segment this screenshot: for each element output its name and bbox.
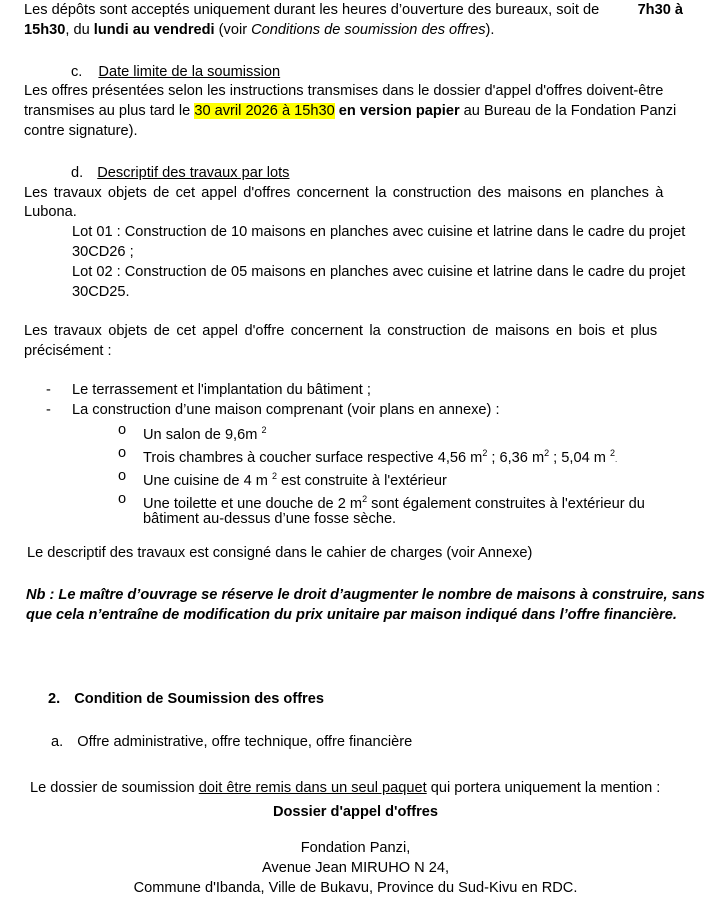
section-c-line-2: transmises au plus tard le 30 avril 2026 à 15h30 en version papier au Bureau de la Fondation Panzi [24,103,677,119]
sub-item-bedrooms: Trois chambres à coucher surface respective 4,56 $m^2$ ; 6,36 $m^2$ ; 5,04 m $^2$. [143,448,618,466]
dash-bullet-2: - [46,402,51,418]
sub-item-living-room: Un salon de 9,6m $^2$ [143,425,267,443]
circle-bullet-2: o [118,445,127,461]
section-c-line-1: Les offres présentées selon les instructions transmises dans le dossier d'appel d'offres doivent-être [24,83,664,99]
section-c-line-3: contre signature). [24,123,138,139]
sub-item-kitchen: Une cuisine de 4 m $^2$ est construite à l'extérieur [143,471,447,489]
works-description-line-1: Les travaux objets de cet appel d'offre concernent la construction de maisons en bois et plus [24,323,658,339]
section-d-line-2: Lubona. [24,204,77,220]
circle-bullet-1: o [118,422,127,438]
deposit-hours-line-1: Les dépôts sont acceptés uniquement durant les heures d’ouverture des bureaux, soit de 7h30 à [24,2,683,18]
sub-item-toilet-line-1: Une toilette et une douche de 2 $m^2$ sont également construites à l'extérieur du [143,494,645,512]
specifications-note: Le descriptif des travaux est consigné dans le cahier de charges (voir Annexe) [27,545,533,561]
circle-bullet-3: o [118,468,127,484]
nb-note-line-1: Nb : Le maître d’ouvrage se réserve le droit d’augmenter le nombre de maisons à construire, sans [26,587,705,603]
address-line-3: Commune d'Ibanda, Ville de Bukavu, Province du Sud-Kivu en RDC. [133,880,578,896]
deposit-hours-line-2: 15h30, du lundi au vendredi (voir Conditions de soumission des offres). [24,22,495,38]
dash-item-1: Le terrassement et l'implantation du bâtiment ; [72,382,371,398]
section-c-heading: c. Date limite de la soumission [71,64,281,80]
address-line-1: Fondation Panzi, [300,840,411,856]
dash-item-2: La construction d’une maison comprenant (voir plans en annexe) : [72,402,500,418]
section-2-heading: 2. Condition de Soumission des offres [48,691,324,707]
nb-note-line-2: que cela n’entraîne de modification du prix unitaire par maison indiqué dans l’offre financière. [26,607,677,623]
sub-item-toilet-line-2: bâtiment au-dessus d’une fosse sèche. [143,511,397,527]
lot-02-line-1: Lot 02 : Construction de 05 maisons en planches avec cuisine et latrine dans le cadre du projet [72,264,686,280]
lot-01-line-2: 30CD26 ; [72,244,134,260]
address-line-2: Avenue Jean MIRUHO N 24, [261,860,450,876]
dash-bullet-1: - [46,382,51,398]
lot-01-line-1: Lot 01 : Construction de 10 maisons en planches avec cuisine et latrine dans le cadre du projet [72,224,686,240]
lot-02-line-2: 30CD25. [72,284,130,300]
mention-title: Dossier d'appel d'offres [272,804,439,820]
deadline-highlight: 30 avril 2026 à 15h30 [194,103,335,119]
section-d-line-1: Les travaux objets de cet appel d'offres concernent la construction des maisons en planches à [24,185,664,201]
works-description-line-2: précisément : [24,343,112,359]
sub-a-line: a. Offre administrative, offre technique, offre financière [51,734,413,750]
circle-bullet-4: o [118,491,127,507]
submission-package-line: Le dossier de soumission doit être remis dans un seul paquet qui portera uniquement la mention : [30,780,661,796]
section-d-heading: d. Descriptif des travaux par lots [71,165,290,181]
